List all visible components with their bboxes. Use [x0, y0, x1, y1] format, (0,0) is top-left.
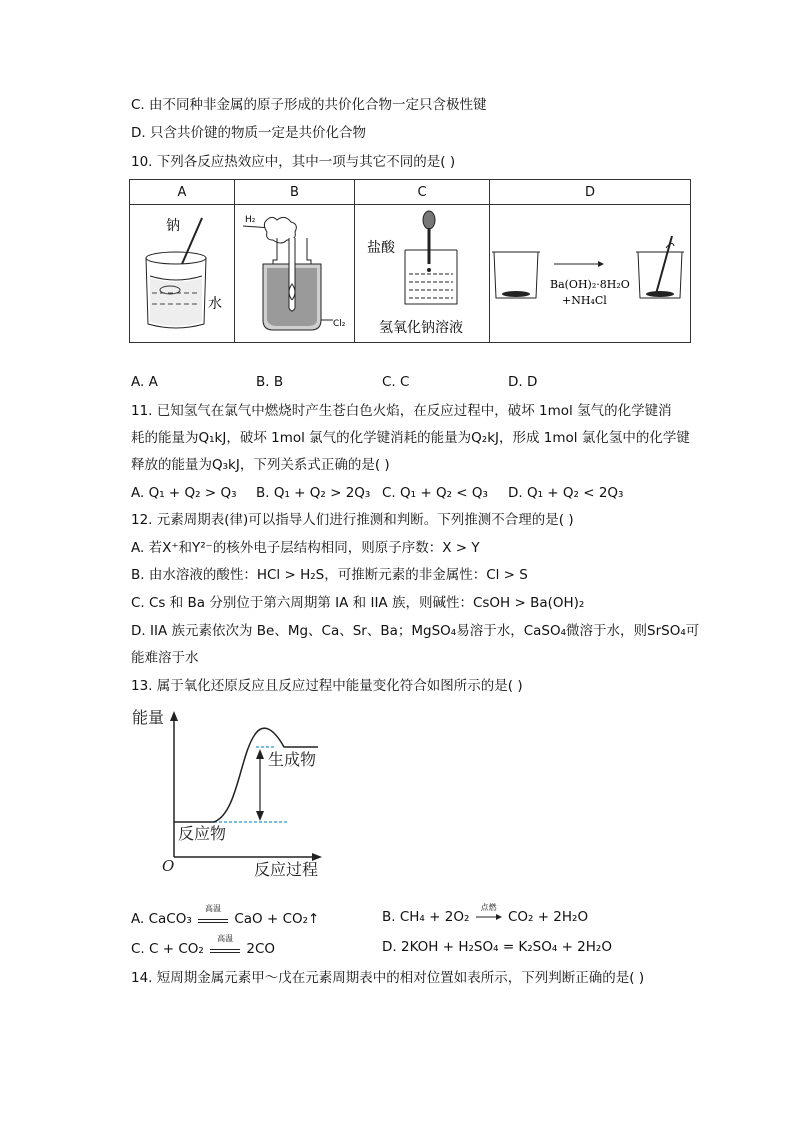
question-10-stem: 10. 下列各反应热效应中，其中一项与其它不同的是( ): [131, 154, 456, 170]
q11-option-d[interactable]: D. Q₁ + Q₂ < 2Q₃: [508, 485, 624, 501]
q12-stem: 12. 元素周期表(律)可以指导人们进行推测和判断。下列推测不合理的是( ): [131, 512, 574, 528]
energy-profile-diagram: [128, 703, 328, 883]
q11-option-b[interactable]: B. Q₁ + Q₂ > 2Q₃: [256, 485, 371, 501]
q13-b-reactants: B. CH₄ + 2O₂: [382, 909, 470, 925]
table-header-b: B: [235, 180, 355, 205]
q10-option-b[interactable]: B. B: [256, 374, 284, 390]
q11-option-c[interactable]: C. Q₁ + Q₂ < Q₃: [382, 485, 488, 501]
q12-option-c[interactable]: C. Cs 和 Ba 分别位于第六周期第 IA 和 IIA 族，则碱性：CsOH > Ba(OH)₂: [131, 595, 585, 611]
q13-option-c[interactable]: [131, 934, 276, 958]
q13-option-a[interactable]: [131, 904, 320, 928]
q10-option-d[interactable]: D. D: [508, 374, 538, 390]
energy-curve: [174, 728, 318, 822]
origin-label: O: [162, 857, 175, 875]
q11-line-2: 耗的能量为Q₁kJ，破坏 1mol 氯气的化学键消耗的能量为Q₂kJ，形成 1mol 氯化氢中的化学键: [131, 430, 690, 446]
q13-c-products: 2CO: [246, 941, 276, 957]
option-c-line: C. 由不同种非金属的原子形成的共价化合物一定只含极性键: [131, 97, 487, 113]
energy-axis-label: 能量: [132, 708, 165, 727]
table-header-c: C: [355, 180, 490, 205]
cell-c-hcl-naoh: [355, 205, 490, 343]
q13-c-condition: 高温: [210, 938, 240, 953]
baoh2-label: Ba(OH)₂·8H₂O: [550, 277, 630, 291]
nh4cl-label: +NH₄Cl: [562, 293, 607, 307]
q13-c-reactants: C. C + CO₂: [131, 941, 204, 957]
cell-b-hydrogen-chlorine: [235, 205, 355, 343]
endothermic-mixing-illustration: [490, 208, 690, 340]
x-axis-label: 反应过程: [254, 860, 319, 879]
cell-a-sodium-water: [130, 205, 235, 343]
question-10-table: [129, 179, 691, 343]
q12-option-a[interactable]: A. 若X⁺和Y²⁻的核外电子层结构相同，则原子序数：X > Y: [131, 540, 480, 556]
h2-label: H₂: [245, 214, 256, 225]
cl2-label: Cl₂: [333, 318, 346, 329]
q13-b-condition: 点燃: [476, 908, 502, 926]
table-header-a: A: [130, 180, 235, 205]
q12-option-d-line-2: 能难溶于水: [131, 650, 199, 666]
q10-option-a[interactable]: A. A: [131, 374, 158, 390]
cell-d-baoh2-nh4cl: [490, 205, 691, 343]
q13-a-products: CaO + CO₂↑: [234, 911, 320, 927]
q13-a-reactants: A. CaCO₃: [131, 911, 192, 927]
q12-option-b[interactable]: B. 由水溶液的酸性：HCl > H₂S，可推断元素的非金属性：Cl > S: [131, 567, 528, 583]
y-axis-arrowhead: [170, 711, 178, 721]
q13-stem: 13. 属于氧化还原反应且反应过程中能量变化符合如图所示的是( ): [131, 678, 523, 694]
sodium-label: 钠: [166, 217, 180, 234]
product-label: 生成物: [268, 750, 317, 769]
q12-option-d-line-1[interactable]: D. IIA 族元素依次为 Be、Mg、Ca、Sr、Ba；MgSO₄易溶于水，CaSO₄微溶于水，则SrSO₄可: [131, 623, 700, 639]
table-header-d: D: [490, 180, 691, 205]
dropper-beaker-illustration: [357, 208, 487, 340]
q11-line-1: 11. 已知氢气在氯气中燃烧时产生苍白色火焰，在反应过程中，破坏 1mol 氢气的化学键消: [131, 403, 672, 419]
sodium-beaker-illustration: [132, 208, 232, 340]
gas-bottle-illustration: [237, 208, 352, 340]
q11-option-a[interactable]: A. Q₁ + Q₂ > Q₃: [131, 485, 237, 501]
water-label: 水: [208, 295, 222, 312]
q13-b-products: CO₂ + 2H₂O: [507, 909, 589, 925]
q13-option-b[interactable]: [382, 903, 589, 926]
q11-line-3: 释放的能量为Q₃kJ，下列关系式正确的是( ): [131, 457, 390, 473]
naoh-label: 氢氧化钠溶液: [379, 319, 463, 336]
q13-a-condition: 高温: [198, 908, 228, 923]
q10-option-c[interactable]: C. C: [382, 374, 410, 390]
option-d-line: D. 只含共价键的物质一定是共价化合物: [131, 125, 366, 141]
hcl-label: 盐酸: [367, 239, 395, 256]
reactant-label: 反应物: [178, 824, 227, 843]
q14-stem: 14. 短周期金属元素甲～戊在元素周期表中的相对位置如表所示，下列判断正确的是( ): [131, 970, 645, 986]
q13-option-d[interactable]: D. 2KOH + H₂SO₄ = K₂SO₄ + 2H₂O: [382, 939, 612, 955]
